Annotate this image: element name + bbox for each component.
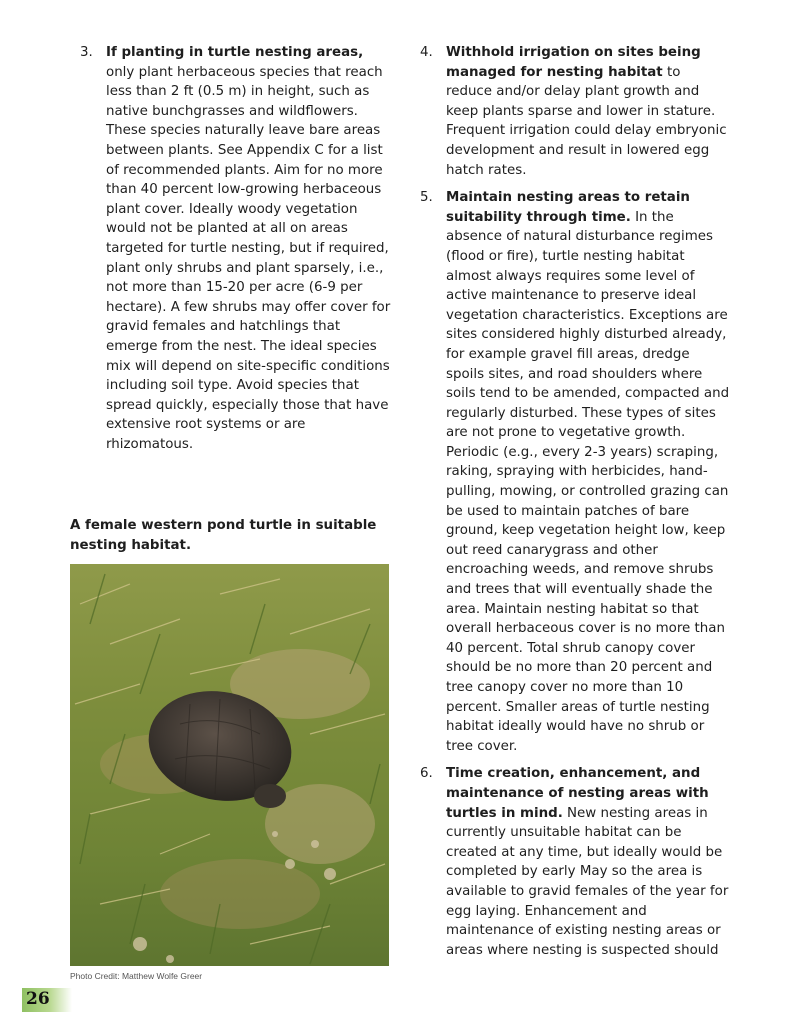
item-body <box>446 764 730 960</box>
list-item-4 <box>420 43 730 180</box>
item-text: only plant herbaceous species that reach less than 2 ft (0.5 m) in height, such as native bunchgrasses and wildflowers. These species naturally leave bare areas between plants. See Appendix C for a list of recommended plants. Aim for no more than 40 percent low-growing herbaceous plant cover. Ideally woody vegetation would not be planted at all on areas targeted for turtle nesting, but if required, plant only shrubs and plant sparsely, i.e., not more than 15-20 per acre (6-9 per hectare). A few shrubs may offer cover for gravid females and hatchlings that emerge from the nest. The ideal species mix will depend on site-specific conditions including soil type. Avoid species that spread quickly, especially those that have extensive root systems or are rhizomatous. <box>106 64 391 452</box>
page-number: 26 <box>26 989 50 1009</box>
item-body <box>446 43 730 180</box>
item-heading: Withhold irrigation on sites being managed for nesting habitat <box>446 45 701 80</box>
page-number-badge <box>22 988 72 1012</box>
item-heading: Maintain nesting areas to retain suitability through time. <box>446 190 690 225</box>
item-body <box>106 43 392 454</box>
item-text: New nesting areas in currently unsuitable habitat can be created at any time, but ideally would be completed by early May so the area is available to gravid females of the year for egg laying. Enhancement and maintenance of existing nesting areas or areas where nesting is suspected should <box>446 805 729 958</box>
list-item-3 <box>80 43 392 454</box>
item-text: In the absence of natural disturbance regimes (flood or fire), turtle nesting habitat almost always requires some level of active maintenance to preserve ideal vegetation characteristics. Exceptions are sites considered highly disturbed already, for example gravel fill areas, dredge spoils sites, and road shoulders where soils tend to be amended, compacted and regularly disturbed. These types of sites are not prone to vegetative growth. Periodic (e.g., every 2-3 years) scraping, raking, spraying with herbicides, hand-pulling, mowing, or controlled grazing can be used to maintain patches of bare ground, keep vegetation height low, keep out reed canarygrass and other encroaching weeds, and remove shrubs and trees that will eventually shade the area. Maintain nesting habitat so that overall herbaceous cover is no more than 40 percent. Total shrub canopy cover should be no more than 20 percent and tree canopy cover no more than 10 percent. Smaller areas of turtle nesting habitat ideally would have no shrub or tree cover. <box>446 209 730 754</box>
item-number: 5. <box>420 190 433 206</box>
list-item-5 <box>420 188 730 756</box>
list-item-6 <box>420 764 730 960</box>
item-number: 4. <box>420 45 433 60</box>
item-heading: If planting in turtle nesting areas, <box>106 45 364 60</box>
turtle-photo <box>70 564 389 966</box>
right-column <box>420 43 730 968</box>
photo-credit: Photo Credit: Matthew Wolfe Greer <box>70 971 203 981</box>
item-heading: Time creation, enhancement, and maintenance of nesting areas with turtles in mind. <box>446 766 709 821</box>
photo-caption: A female western pond turtle in suitable nesting habitat. <box>70 518 377 553</box>
item-number: 3. <box>80 45 93 60</box>
item-text: to reduce and/or delay plant growth and keep plants sparse and lower in stature. Frequent irrigation could delay embryonic development and result in lowered egg hatch rates. <box>446 64 727 178</box>
left-column <box>80 43 392 462</box>
item-body <box>446 188 730 756</box>
item-number: 6. <box>420 766 433 782</box>
